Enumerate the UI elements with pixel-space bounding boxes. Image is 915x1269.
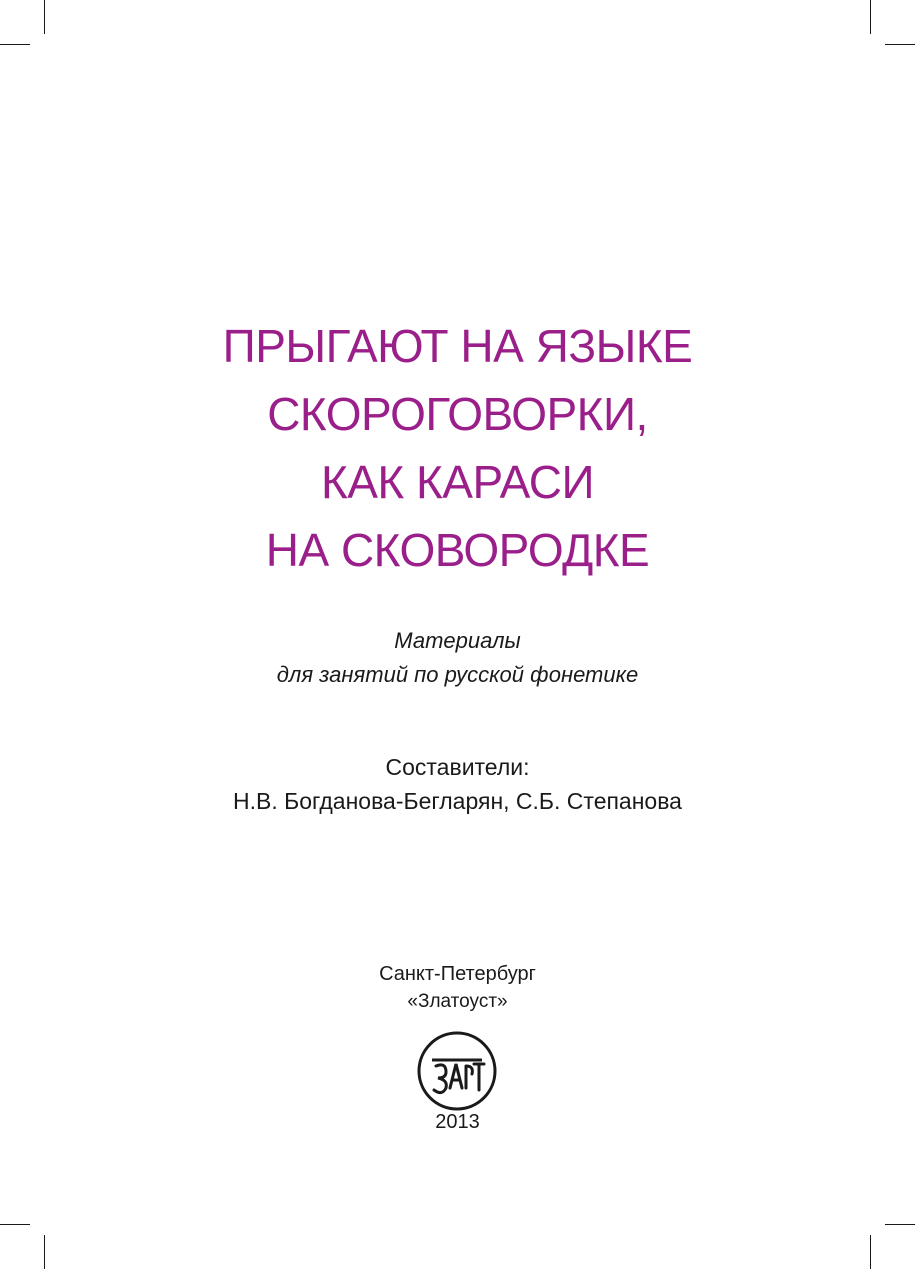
zlatoust-logo-icon [416,1030,498,1112]
crop-mark [0,44,30,45]
publisher-name: «Златоуст» [407,991,508,1012]
book-subtitle [0,624,915,692]
compilers-block [0,750,915,818]
title-line: КАК КАРАСИ [320,456,595,508]
crop-mark [870,1235,871,1269]
crop-mark [885,44,915,45]
publisher-city: Санкт-Петербург [379,963,536,985]
crop-mark [870,0,871,34]
publication-year: 2013 [435,1111,480,1133]
subtitle-line: для занятий по русской фонетике [276,662,639,687]
subtitle-line: Материалы [394,628,521,653]
title-line: ПРЫГАЮТ НА ЯЗЫКЕ [222,320,693,372]
book-title [0,312,915,584]
title-line: СКОРОГОВОРКИ, [267,388,648,440]
title-line: НА СКОВОРОДКЕ [265,524,650,576]
publisher-block [0,960,915,1016]
crop-mark [885,1224,915,1225]
crop-mark [0,1224,30,1225]
crop-mark [44,1235,45,1269]
compilers-label: Составители: [385,754,530,780]
crop-mark [44,0,45,34]
compilers-names: Н.В. Богданова-Бегларян, С.Б. Степанова [233,788,682,814]
